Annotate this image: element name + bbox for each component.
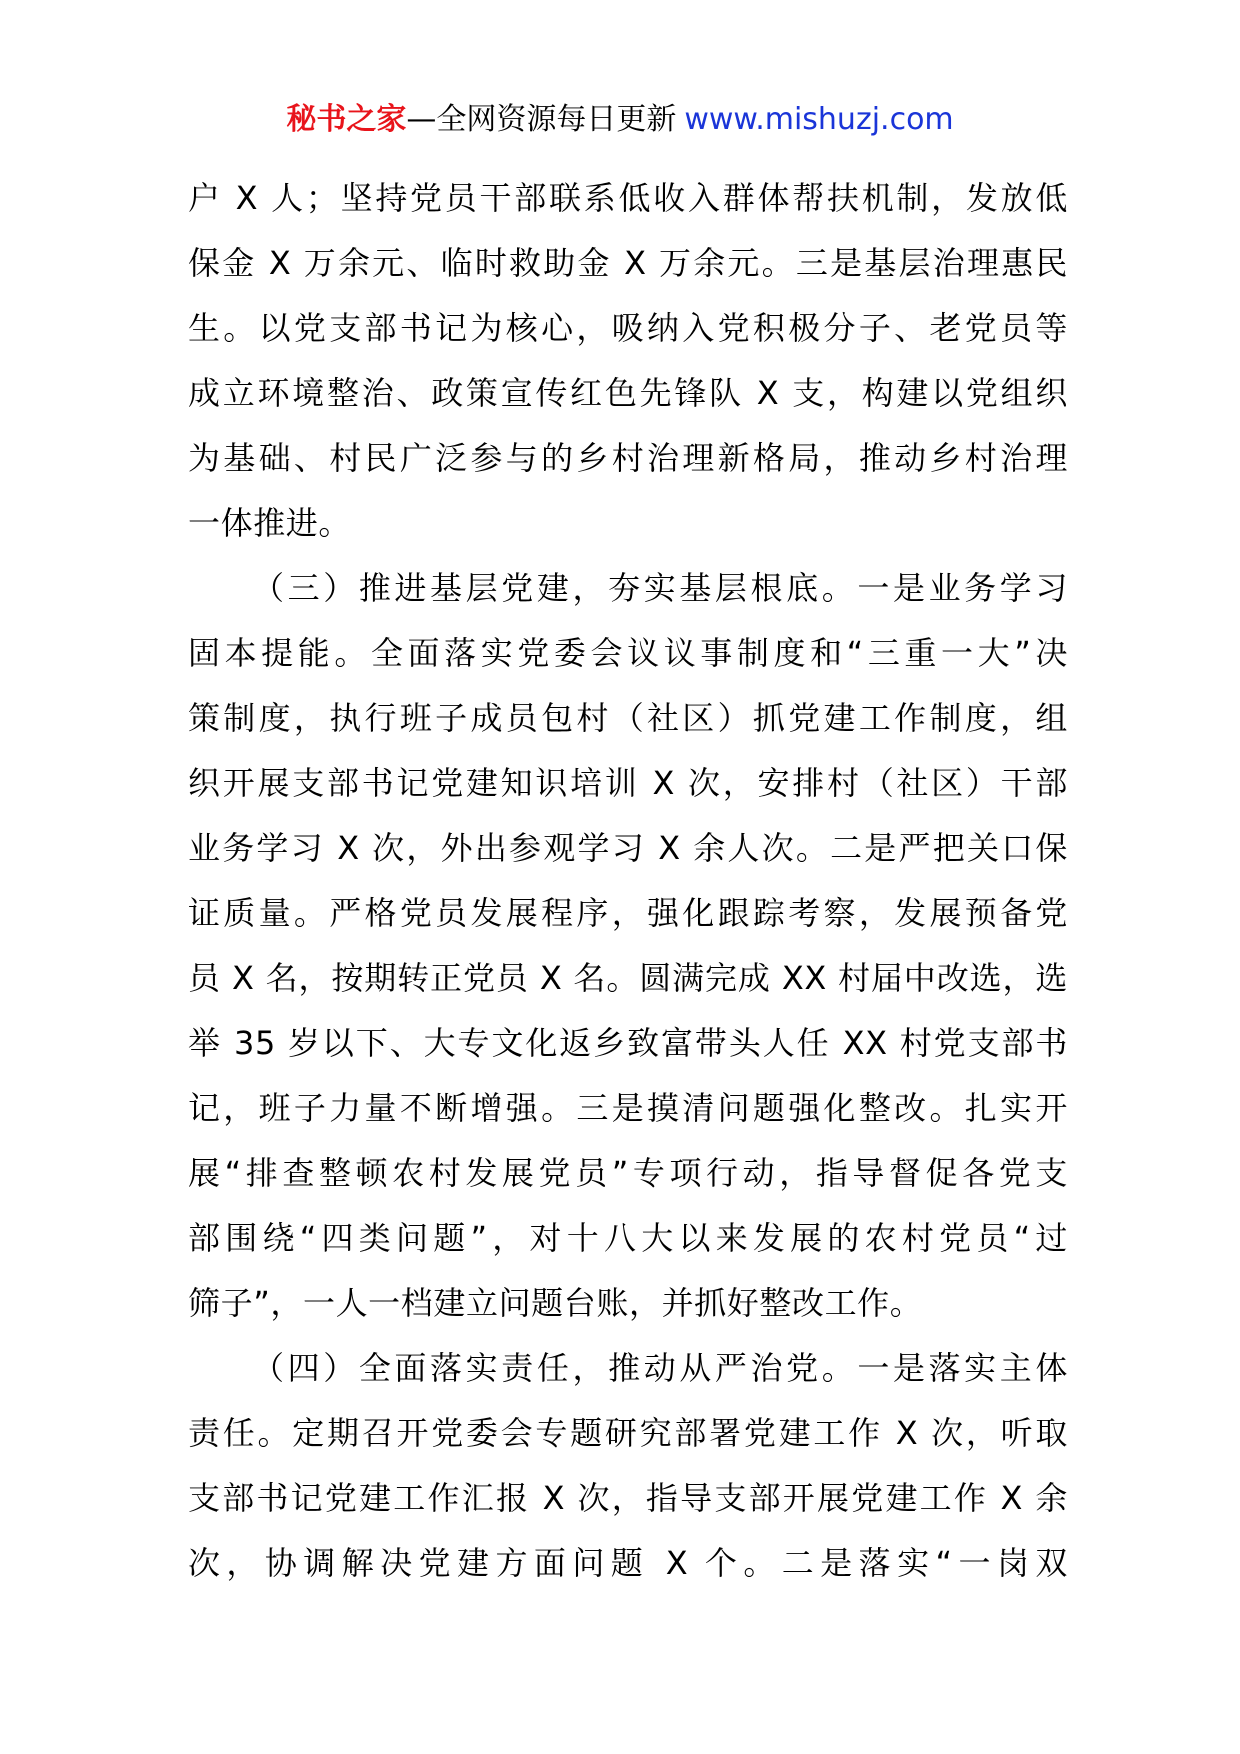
text-line: 业务学习 X 次，外出参观学习 X 余人次。二是严把关口保 bbox=[188, 829, 1068, 867]
brand-name: 秘书之家 bbox=[286, 102, 407, 137]
text-line: 记，班子力量不断增强。三是摸清问题强化整改。扎实开 bbox=[188, 1089, 1068, 1127]
site-url-link[interactable]: www.mishuzj.com bbox=[684, 102, 954, 137]
header-tagline: —全网资源每日更新 bbox=[406, 102, 677, 137]
text-line: 责任。定期召开党委会专题研究部署党建工作 X 次，听取 bbox=[188, 1414, 1068, 1452]
text-line: 次，协调解决党建方面问题 X 个。二是落实“一岗双 bbox=[188, 1544, 1068, 1582]
text-line: 部围绕“四类问题”，对十八大以来发展的农村党员“过 bbox=[188, 1219, 1068, 1257]
text-line: 成立环境整治、政策宣传红色先锋队 X 支，构建以党组织 bbox=[188, 374, 1068, 412]
text-line: 员 X 名，按期转正党员 X 名。圆满完成 XX 村届中改选，选 bbox=[188, 959, 1068, 997]
document-body bbox=[188, 166, 1068, 1596]
text-line: 保金 X 万余元、临时救助金 X 万余元。三是基层治理惠民 bbox=[188, 244, 1068, 282]
text-line: 筛子”，一人一档建立问题台账，并抓好整改工作。 bbox=[188, 1284, 923, 1322]
text-line: 一体推进。 bbox=[188, 504, 352, 542]
text-line: 策制度，执行班子成员包村（社区）抓党建工作制度，组 bbox=[188, 699, 1068, 737]
text-line: 展“排查整顿农村发展党员”专项行动，指导督促各党支 bbox=[188, 1154, 1068, 1192]
text-line: 织开展支部书记党建知识培训 X 次，安排村（社区）干部 bbox=[188, 764, 1068, 802]
section-heading-line: （三）推进基层党建，夯实基层根底。一是业务学习 bbox=[252, 569, 1068, 607]
text-line: 举 35 岁以下、大专文化返乡致富带头人任 XX 村党支部书 bbox=[188, 1024, 1068, 1062]
text-line: 证质量。严格党员发展程序，强化跟踪考察，发展预备党 bbox=[188, 894, 1068, 932]
text-line: 户 X 人；坚持党员干部联系低收入群体帮扶机制，发放低 bbox=[188, 179, 1068, 217]
text-line: 固本提能。全面落实党委会议议事制度和“三重一大”决 bbox=[188, 634, 1068, 672]
text-line: 支部书记党建工作汇报 X 次，指导支部开展党建工作 X 余 bbox=[188, 1479, 1068, 1517]
text-line: 为基础、村民广泛参与的乡村治理新格局，推动乡村治理 bbox=[188, 439, 1068, 477]
page-header bbox=[0, 100, 1240, 140]
text-line: 生。以党支部书记为核心，吸纳入党积极分子、老党员等 bbox=[188, 309, 1068, 347]
section-heading-line: （四）全面落实责任，推动从严治党。一是落实主体 bbox=[252, 1349, 1068, 1387]
